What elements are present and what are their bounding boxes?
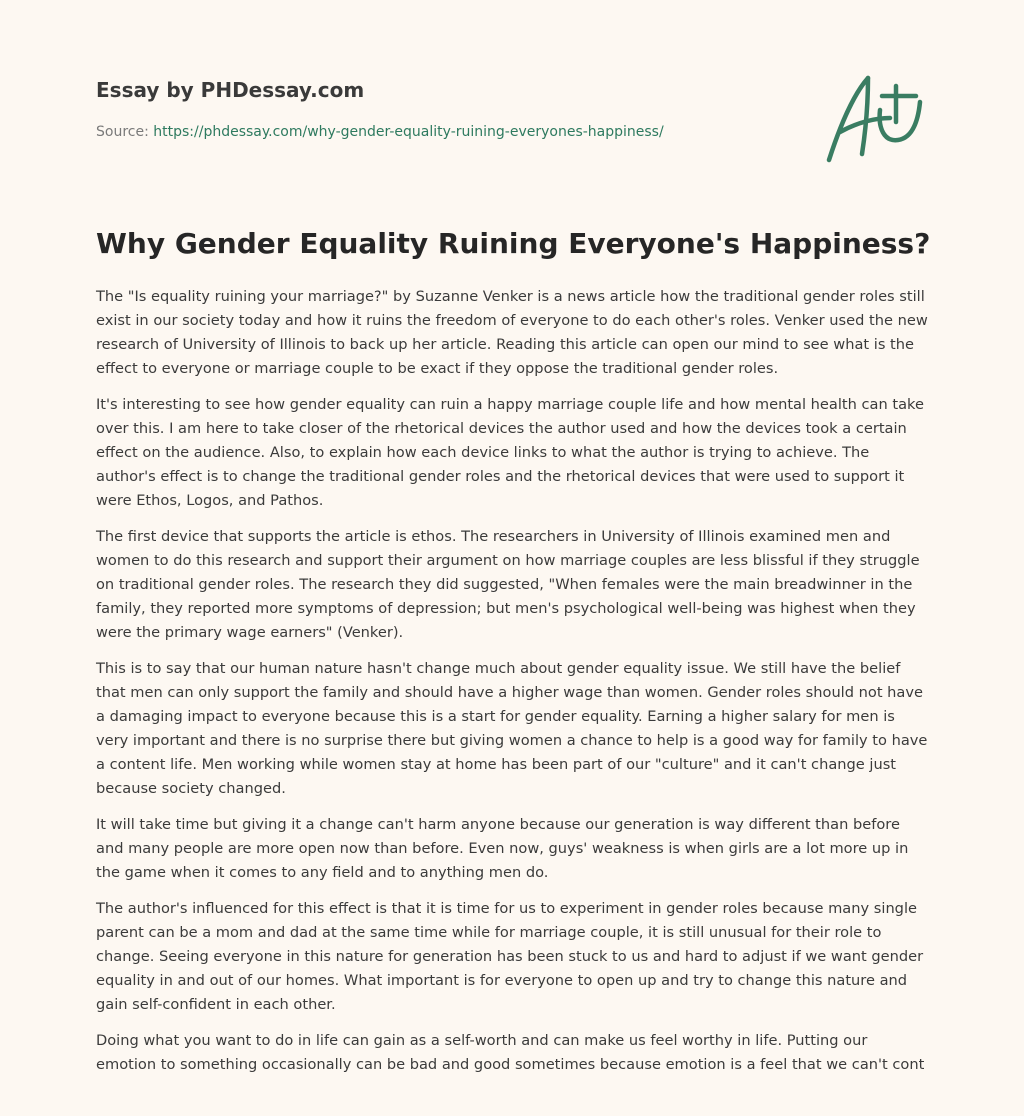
text-line: were Ethos, Logos, and Pathos. bbox=[96, 492, 324, 509]
site-brand: Essay by PHDessay.com bbox=[96, 78, 365, 102]
text-line: that men can only support the family and should have a higher wage than women. Gender roles should not have bbox=[96, 684, 923, 701]
text-line: family, they reported more symptoms of depression; but men's psychological well-being was highest when they bbox=[96, 600, 916, 617]
source-line bbox=[96, 122, 816, 142]
text-line: effect on the audience. Also, to explain how each device links to what the author is trying to achieve. The bbox=[96, 444, 870, 461]
paragraph bbox=[96, 393, 928, 513]
text-line: exist in our society today and how it ruins the freedom of everyone to do each other's roles. Venker used the new bbox=[96, 312, 928, 329]
text-line: Doing what you want to do in life can gain as a self-worth and can make us feel worthy in life. Putting our bbox=[96, 1032, 868, 1049]
text-line: a damaging impact to everyone because this is a start for gender equality. Earning a higher salary for men is bbox=[96, 708, 895, 725]
paragraph bbox=[96, 525, 928, 645]
text-line: The "Is equality ruining your marriage?" by Suzanne Venker is a news article how the traditional gender roles still bbox=[96, 288, 925, 305]
text-line: emotion to something occasionally can be bad and good sometimes because emotion is a feel that we can't cont bbox=[96, 1056, 925, 1073]
text-line: were the primary wage earners" (Venker). bbox=[96, 624, 404, 641]
text-line: The first device that supports the article is ethos. The researchers in University of Illinois examined men and bbox=[96, 528, 891, 545]
text-line: effect to everyone or marriage couple to be exact if they oppose the traditional gender roles. bbox=[96, 360, 779, 377]
essay-header bbox=[96, 76, 816, 142]
text-line: The author's influenced for this effect is that it is time for us to experiment in gender roles because many single bbox=[96, 900, 917, 917]
essay-body bbox=[96, 285, 928, 1089]
text-line: on traditional gender roles. The research they did suggested, "When females were the main breadwinner in the bbox=[96, 576, 913, 593]
text-line: over this. I am here to take closer of the rhetorical devices the author used and how the devices took a certain bbox=[96, 420, 907, 437]
essay-title: Why Gender Equality Ruining Everyone's Happiness? bbox=[96, 227, 931, 260]
text-line: change. Seeing everyone in this nature for generation has been stuck to us and hard to adjust if we want gender bbox=[96, 948, 924, 965]
paragraph bbox=[96, 657, 928, 801]
text-line: This is to say that our human nature hasn't change much about gender equality issue. We still have the belief bbox=[96, 660, 901, 677]
text-line: equality in and out of our homes. What important is for everyone to open up and try to change this nature and bbox=[96, 972, 908, 989]
paragraph bbox=[96, 285, 928, 381]
text-line: very important and there is no surprise there but giving women a chance to help is a good way for family to have bbox=[96, 732, 928, 749]
text-line: a content life. Men working while women stay at home has been part of our "culture" and it can't change just bbox=[96, 756, 897, 773]
text-line: It will take time but giving it a change can't harm anyone because our generation is way different than before bbox=[96, 816, 900, 833]
text-line: parent can be a mom and dad at the same time while for marriage couple, it is still unusual for their role to bbox=[96, 924, 882, 941]
text-line: author's effect is to change the traditional gender roles and the rhetorical devices that were used to support it bbox=[96, 468, 905, 485]
source-label: Source: bbox=[96, 124, 154, 140]
source-link[interactable]: https://phdessay.com/why-gender-equality-ruining-everyones-happiness/ bbox=[153, 124, 664, 140]
a-plus-grade-icon bbox=[818, 66, 930, 166]
text-line: gain self-confident in each other. bbox=[96, 996, 336, 1013]
paragraph bbox=[96, 813, 928, 885]
text-line: because society changed. bbox=[96, 780, 286, 797]
text-line: It's interesting to see how gender equality can ruin a happy marriage couple life and how mental health can take bbox=[96, 396, 924, 413]
paragraph bbox=[96, 897, 928, 1017]
text-line: research of University of Illinois to back up her article. Reading this article can open our mind to see what is the bbox=[96, 336, 915, 353]
text-line: and many people are more open now than before. Even now, guys' weakness is when girls are a lot more up in bbox=[96, 840, 909, 857]
paragraph bbox=[96, 1029, 928, 1077]
text-line: women to do this research and support their argument on how marriage couples are less blissful if they struggle bbox=[96, 552, 920, 569]
text-line: the game when it comes to any field and to anything men do. bbox=[96, 864, 549, 881]
